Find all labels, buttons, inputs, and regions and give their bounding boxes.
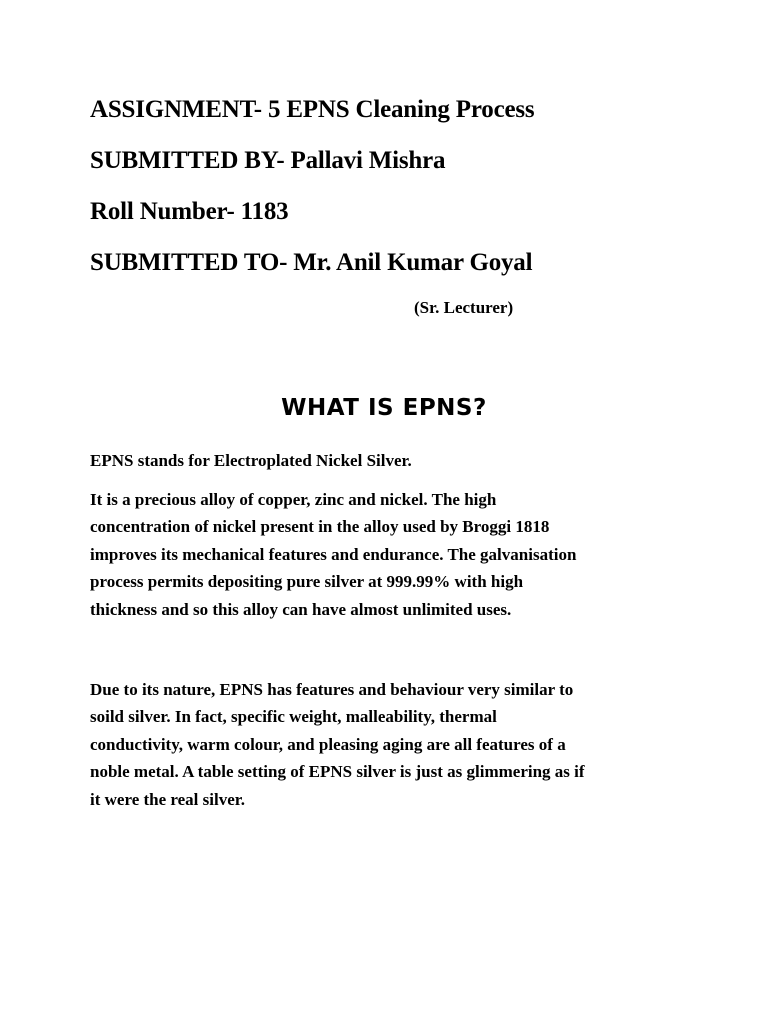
roll-number-line: Roll Number- 1183 [90,198,289,225]
alloy-paragraph [90,486,680,623]
definition-paragraph: EPNS stands for Electroplated Nickel Silver. [90,451,412,470]
section-heading: WHAT IS EPNS? [281,395,487,421]
paragraph-line: thickness and so this alloy can have almost unlimited uses. [90,599,512,619]
paragraph-line: noble metal. A table setting of EPNS silver is just as glimmering as if [90,762,585,782]
paragraph-line: Due to its nature, EPNS has features and behaviour very similar to [90,680,574,699]
lecturer-designation: (Sr. Lecturer) [414,298,514,317]
submitted-by-line: SUBMITTED BY- Pallavi Mishra [90,147,446,174]
paragraph-line: it were the real silver. [90,789,246,809]
paragraph-line: soild silver. In fact, specific weight, malleability, thermal [90,707,497,727]
paragraph-line: concentration of nickel present in the alloy used by Broggi 1818 [90,517,550,537]
paragraph-line: process permits depositing pure silver at 999.99% with high [90,572,524,592]
paragraph-line: improves its mechanical features and endurance. The galvanisation [90,544,577,564]
assignment-title: ASSIGNMENT- 5 EPNS Cleaning Process [90,96,535,123]
paragraph-line: conductivity, warm colour, and pleasing aging are all features of a [90,734,566,754]
paragraph-line: It is a precious alloy of copper, zinc and nickel. The high [90,490,497,509]
nature-paragraph [90,676,680,813]
submitted-to-line: SUBMITTED TO- Mr. Anil Kumar Goyal [90,249,533,276]
